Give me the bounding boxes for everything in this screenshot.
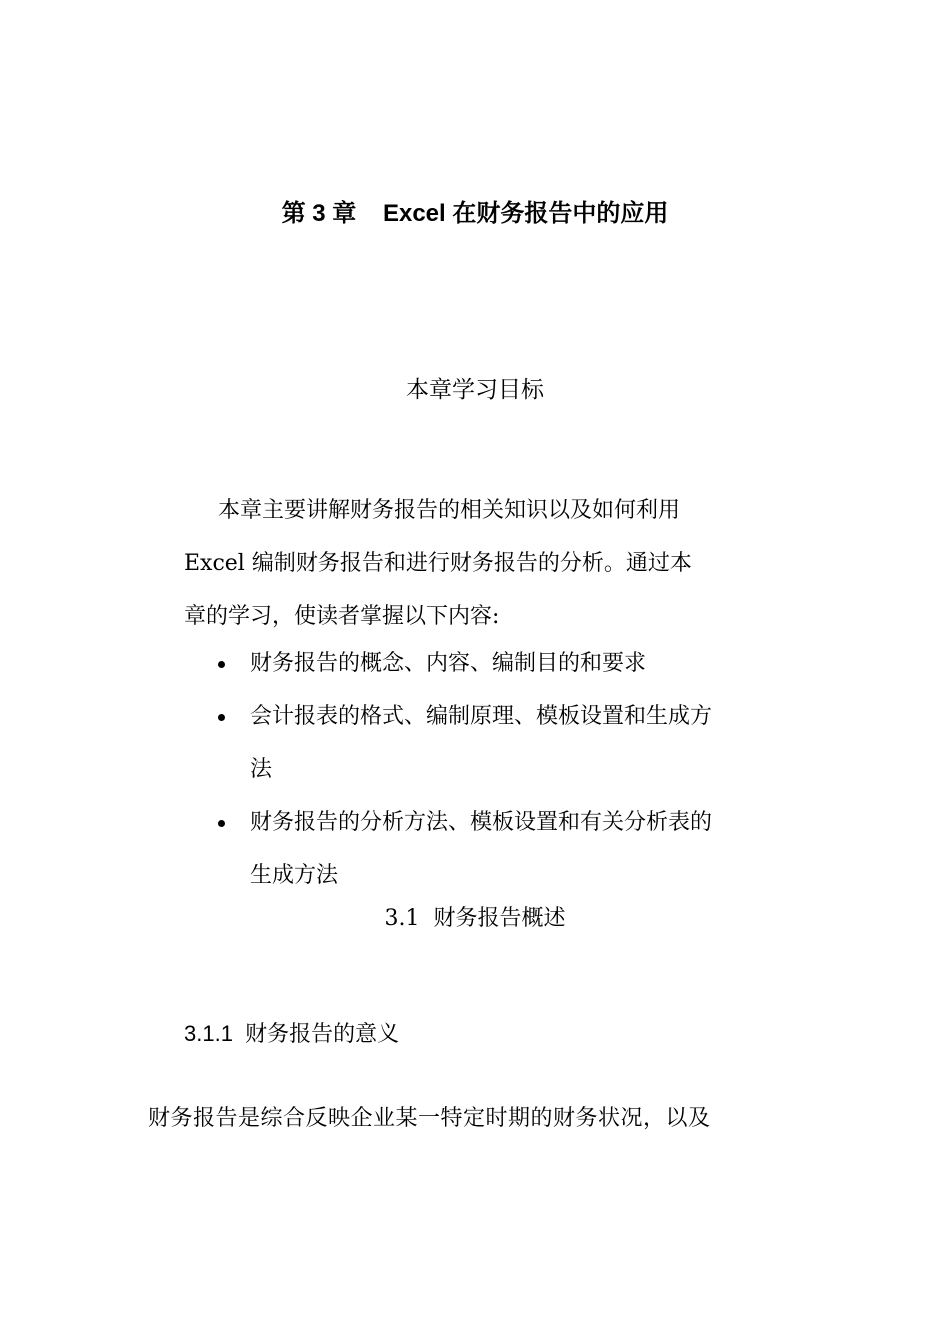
- chapter-title: 第 3 章 Excel 在财务报告中的应用: [281, 200, 669, 227]
- section-heading: 3.1 财务报告概述: [384, 906, 566, 931]
- list-item: 财务报告的分析方法、模板设置和有关分析表的 生成方法: [214, 796, 814, 902]
- body-paragraph: 财务报告是综合反映企业某一特定时期的财务状况，以及: [148, 1106, 711, 1131]
- intro-line: 本章主要讲解财务报告的相关知识以及如何利用: [218, 498, 681, 523]
- bullet-icon: [218, 661, 225, 668]
- intro-paragraph: [184, 484, 784, 643]
- bullet-icon: [218, 820, 225, 827]
- list-item: 会计报表的格式、编制原理、模板设置和生成方 法: [214, 690, 814, 796]
- objectives-heading: 本章学习目标: [406, 377, 544, 403]
- intro-line: 章的学习，使读者掌握以下内容:: [184, 604, 500, 629]
- subsection-heading: 3.1.1 财务报告的意义: [184, 1021, 400, 1046]
- list-item: 财务报告的概念、内容、编制目的和要求: [214, 637, 814, 690]
- bullet-icon: [218, 714, 225, 721]
- intro-line: Excel 编制财务报告和进行财务报告的分析。通过本: [184, 551, 692, 576]
- objectives-list: [214, 637, 814, 902]
